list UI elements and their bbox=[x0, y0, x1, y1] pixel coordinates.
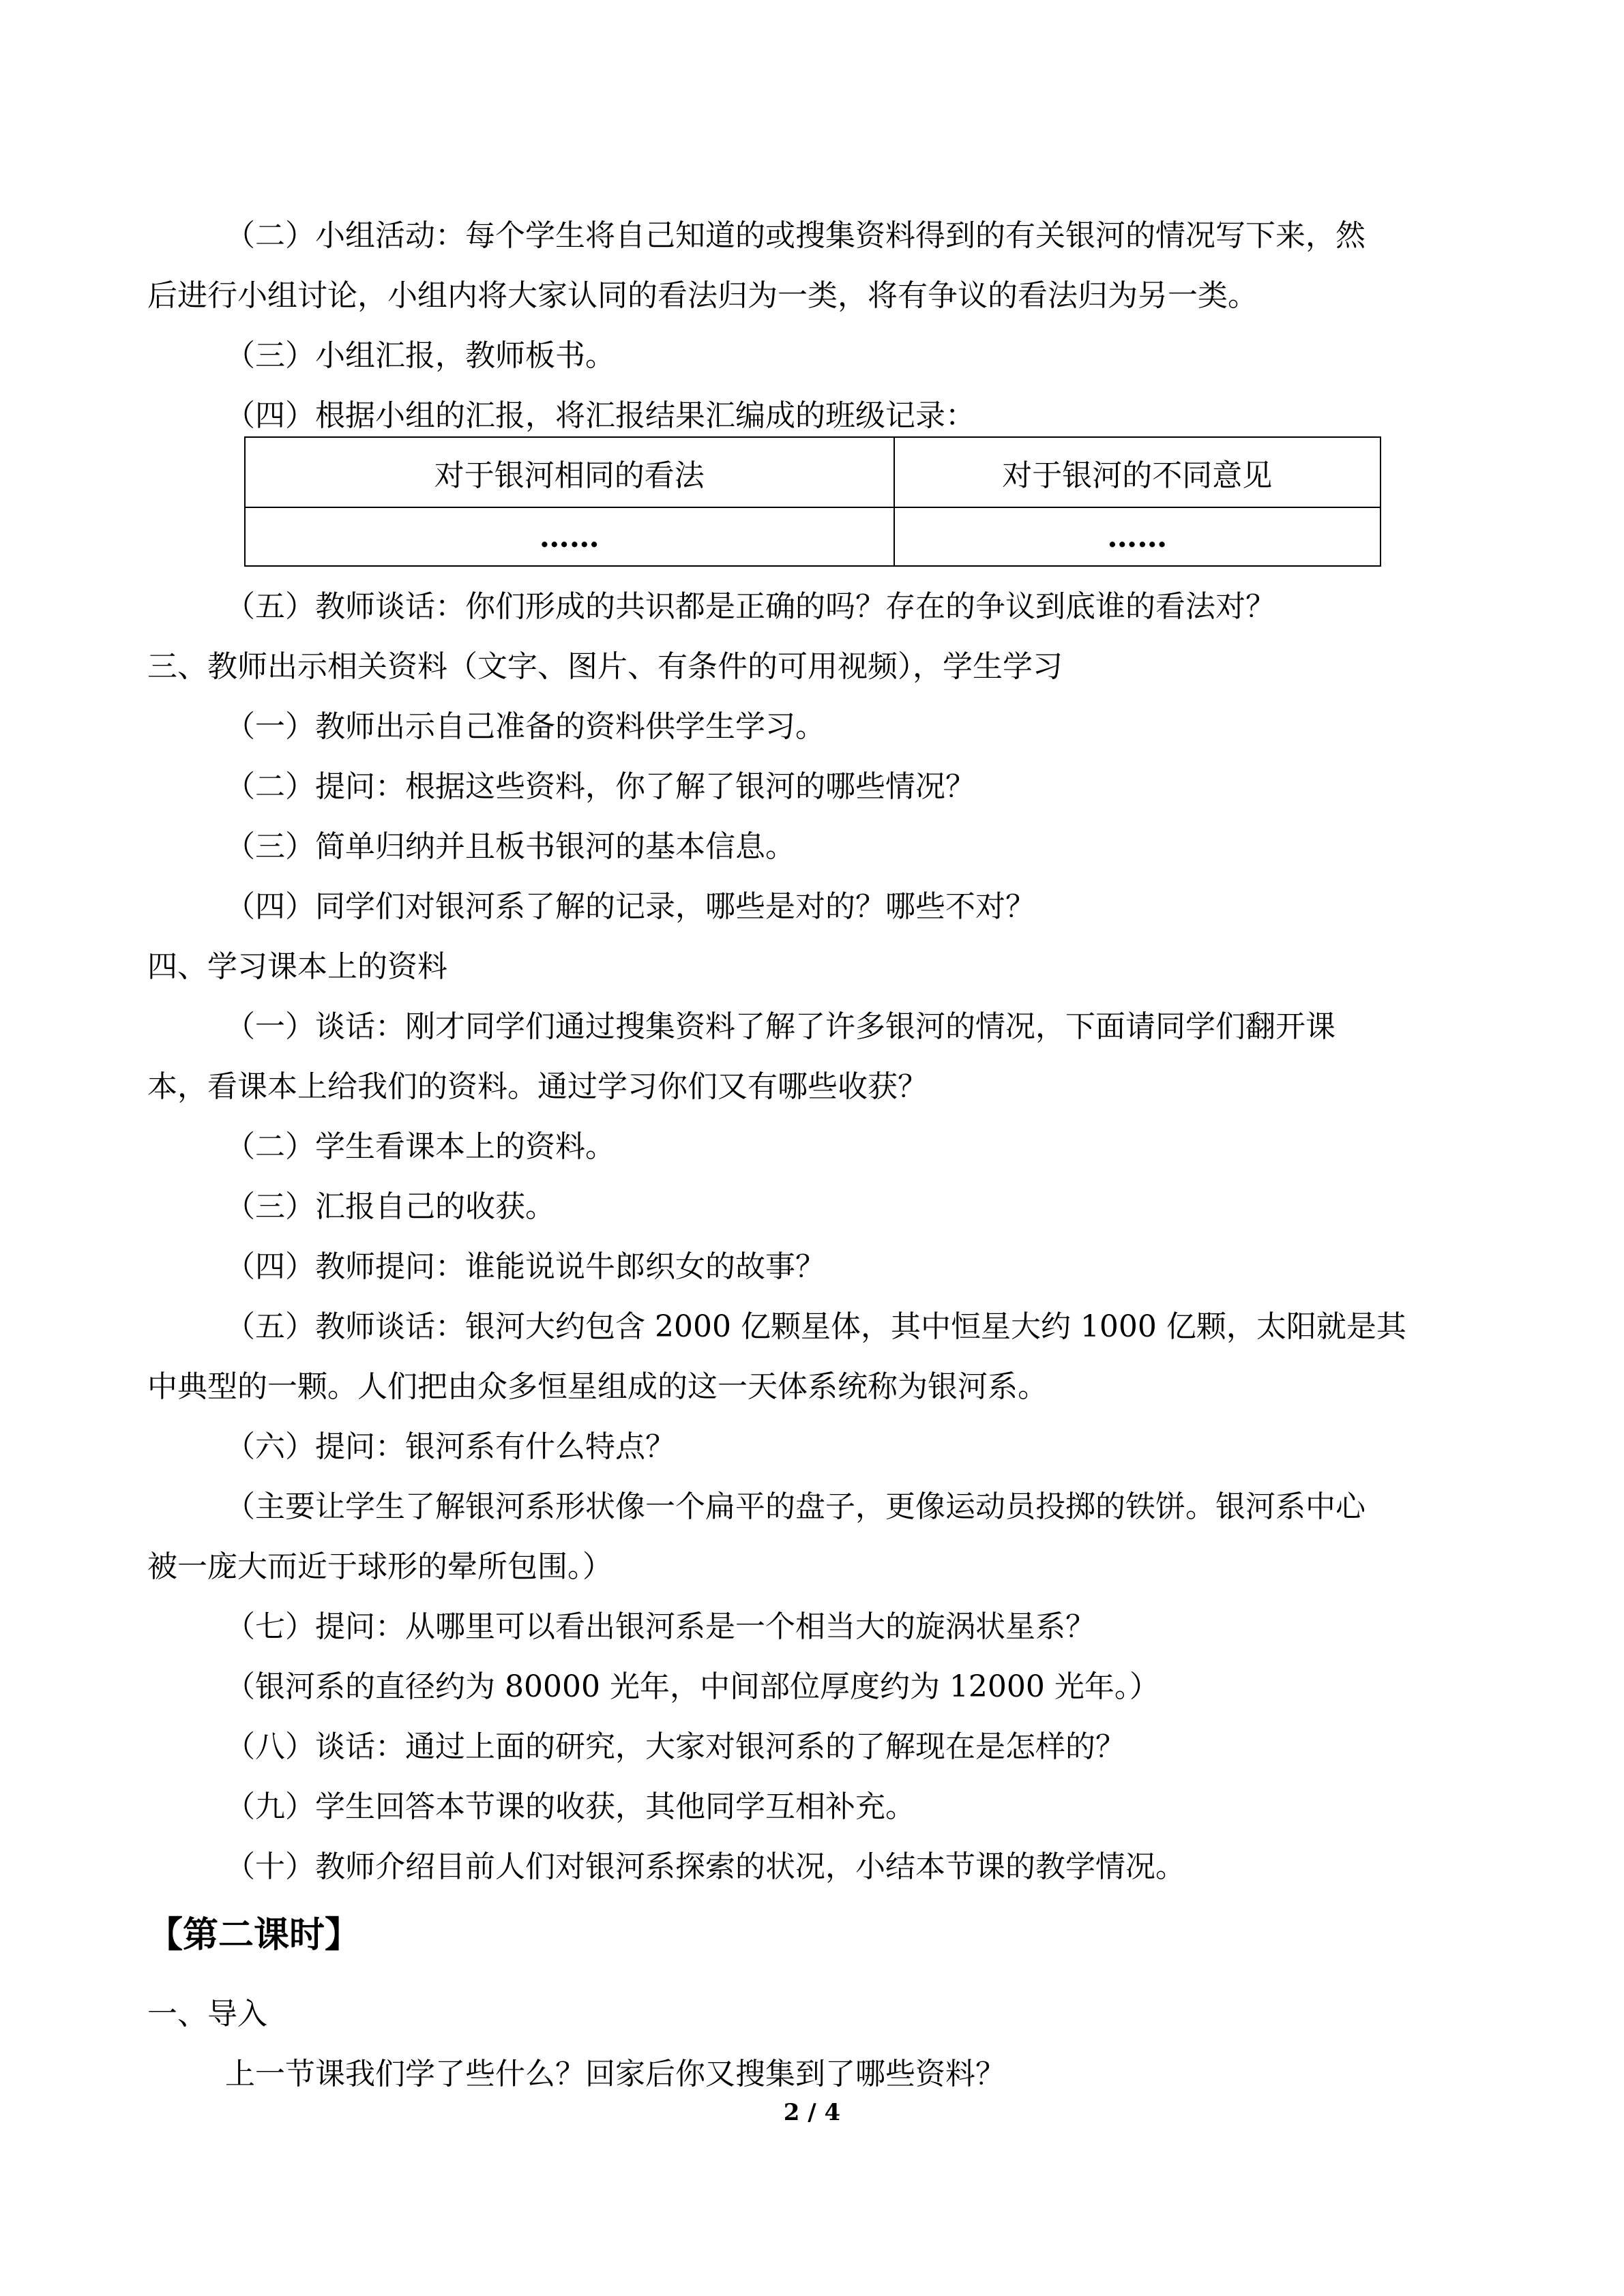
paragraph-line: （十）教师介绍目前人们对银河系探索的状况，小结本节课的教学情况。 bbox=[225, 1849, 1185, 1884]
paragraph-line: （四）根据小组的汇报，将汇报结果汇编成的班级记录： bbox=[225, 398, 975, 433]
paragraph-line: （九）学生回答本节课的收获，其他同学互相补充。 bbox=[225, 1789, 915, 1824]
paragraph-line: （三）小组汇报，教师板书。 bbox=[225, 338, 615, 373]
paragraph-line: （五）教师谈话：你们形成的共识都是正确的吗？存在的争议到底谁的看法对？ bbox=[225, 589, 1275, 624]
paragraph-line: （银河系的直径约为 80000 光年，中间部位厚度约为 12000 光年。） bbox=[225, 1669, 1160, 1704]
paragraph-line: （五）教师谈话：银河大约包含 2000 亿颗星体，其中恒星大约 1000 亿颗，太阳就是其 bbox=[225, 1309, 1406, 1344]
page-number: 2 / 4 bbox=[783, 2099, 841, 2126]
paragraph-line: （一）谈话：刚才同学们通过搜集资料了解了许多银河的情况，下面请同学们翻开课 bbox=[225, 1009, 1335, 1044]
class-record-table bbox=[244, 436, 1381, 567]
paragraph-line: （一）教师出示自己准备的资料供学生学习。 bbox=[225, 709, 825, 744]
paragraph-line: （六）提问：银河系有什么特点？ bbox=[225, 1429, 675, 1464]
paragraph-line: （三）简单归纳并且板书银河的基本信息。 bbox=[225, 829, 795, 864]
paragraph-line: 中典型的一颗。人们把由众多恒星组成的这一天体系统称为银河系。 bbox=[147, 1369, 1048, 1404]
paragraph-line: 上一节课我们学了些什么？回家后你又搜集到了哪些资料？ bbox=[225, 2057, 1005, 2091]
section-heading-4: 四、学习课本上的资料 bbox=[147, 949, 447, 984]
lesson-two-heading: 【第二课时】 bbox=[147, 1915, 361, 1956]
table-cell: …… bbox=[245, 507, 894, 566]
section-heading-1: 一、导入 bbox=[147, 1997, 267, 2031]
paragraph-line: （二）提问：根据这些资料，你了解了银河的哪些情况？ bbox=[225, 769, 975, 804]
paragraph-line: （二）学生看课本上的资料。 bbox=[225, 1129, 615, 1164]
section-heading-3: 三、教师出示相关资料（文字、图片、有条件的可用视频），学生学习 bbox=[147, 649, 1063, 684]
paragraph-line: 被一庞大而近于球形的晕所包围。） bbox=[147, 1549, 612, 1584]
paragraph-line: （四）同学们对银河系了解的记录，哪些是对的？哪些不对？ bbox=[225, 889, 1035, 924]
table-row bbox=[245, 507, 1381, 566]
paragraph-line: 后进行小组讨论，小组内将大家认同的看法归为一类，将有争议的看法归为另一类。 bbox=[147, 278, 1258, 313]
paragraph-line: （主要让学生了解银河系形状像一个扁平的盘子，更像运动员投掷的铁饼。银河系中心 bbox=[225, 1489, 1365, 1524]
paragraph-line: （三）汇报自己的收获。 bbox=[225, 1189, 555, 1224]
table-header-cell-different-views: 对于银河的不同意见 bbox=[894, 437, 1381, 507]
table-header-row bbox=[245, 437, 1381, 507]
table-header-cell-same-views: 对于银河相同的看法 bbox=[245, 437, 894, 507]
paragraph-line: （二）小组活动：每个学生将自己知道的或搜集资料得到的有关银河的情况写下来，然 bbox=[225, 218, 1365, 253]
paragraph-line: （四）教师提问：谁能说说牛郎织女的故事？ bbox=[225, 1249, 825, 1284]
paragraph-line: （七）提问：从哪里可以看出银河系是一个相当大的旋涡状星系？ bbox=[225, 1609, 1095, 1644]
paragraph-line: 本，看课本上给我们的资料。通过学习你们又有哪些收获？ bbox=[147, 1069, 928, 1104]
paragraph-line: （八）谈话：通过上面的研究，大家对银河系的了解现在是怎样的？ bbox=[225, 1729, 1125, 1764]
table-cell: …… bbox=[894, 507, 1381, 566]
